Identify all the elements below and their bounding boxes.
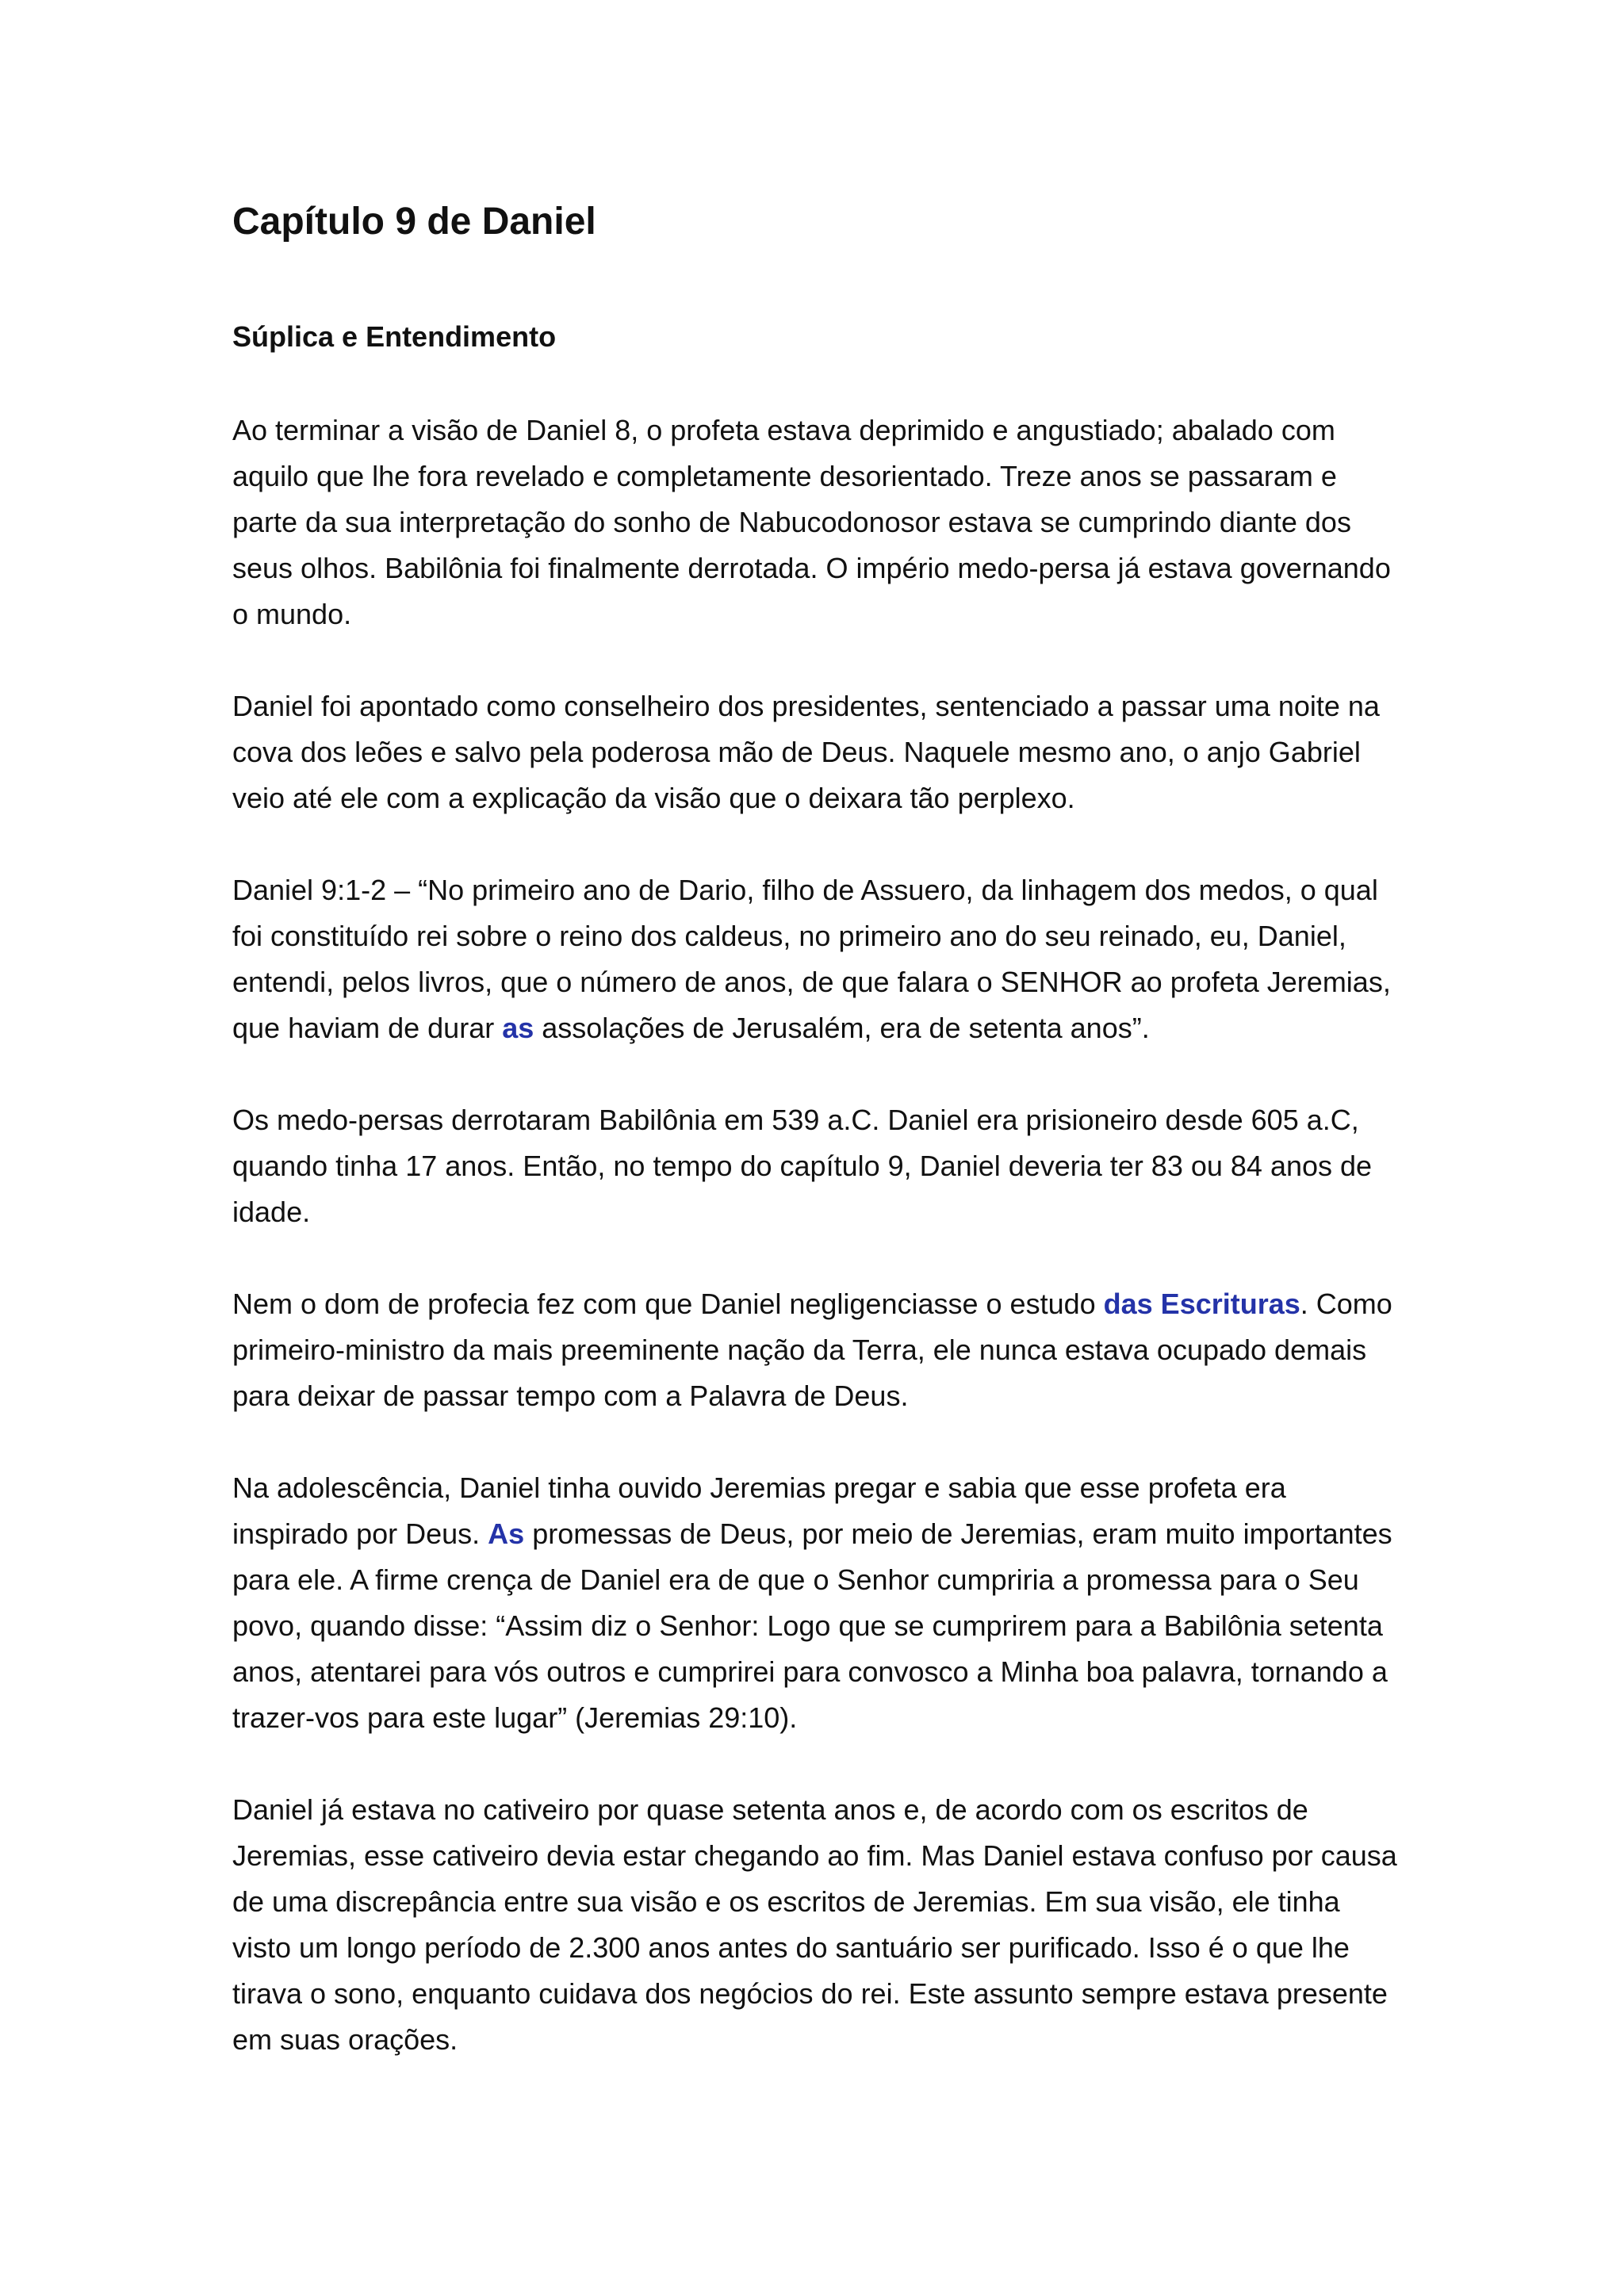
paragraph-2: Daniel foi apontado como conselheiro dos presidentes, sentenciado a passar uma noite na cova dos leões e salvo pela poderosa mão de Deus. Naquele mesmo ano, o anjo Gabriel veio até ele com a explicação da visão que o deixara tão perplexo. <box>232 690 1380 814</box>
document-page <box>232 190 1406 2063</box>
section-subtitle: Súplica e Entendimento <box>232 320 557 353</box>
paragraph-3 <box>232 867 1406 1051</box>
paragraph-1: Ao terminar a visão de Daniel 8, o profeta estava deprimido e angustiado; abalado com aquilo que lhe fora revelado e completamente desorientado. Treze anos se passaram e parte da sua interpretação do sonho de Nabucodonosor estava se cumprindo diante dos seus olhos. Babilônia foi finalmente derrotada. O império medo-persa já estava governando o mundo. <box>232 414 1391 630</box>
paragraph-3-text-a: Daniel 9:1-2 – “No primeiro ano de Dario, filho de Assuero, da linhagem dos medos, o qual foi constituído rei sobre o reino dos caldeus, no primeiro ano do seu reinado, eu, Daniel, entendi, pelos livros, que o número de anos, de que falara o SENHOR ao profeta Jeremias, que haviam de durar <box>232 874 1391 1044</box>
paragraph-7: Daniel já estava no cativeiro por quase setenta anos e, de acordo com os escritos de Jeremias, esse cativeiro devia estar chegando ao fim. Mas Daniel estava confuso por causa de uma discrepância entre sua visão e os escritos de Jeremias. Em sua visão, ele tinha visto um longo período de 2.300 anos antes do santuário ser purificado. Isso é o que lhe tirava o sono, enquanto cuidava dos negócios do rei. Este assunto sempre estava presente em suas orações. <box>232 1793 1397 2056</box>
link-das-escrituras[interactable]: das Escrituras <box>1103 1288 1300 1320</box>
paragraph-5-text-a: Nem o dom de profecia fez com que Daniel negligenciasse o estudo <box>232 1288 1104 1320</box>
paragraph-3-text-b: assolações de Jerusalém, era de setenta anos”. <box>534 1012 1150 1044</box>
paragraph-6-text-a: Na adolescência, Daniel tinha ouvido Jeremias pregar e sabia que esse profeta era inspirado por Deus. <box>232 1471 1286 1550</box>
paragraph-5 <box>232 1281 1406 1419</box>
paragraph-6 <box>232 1465 1406 1741</box>
paragraph-6-text-b: promessas de Deus, por meio de Jeremias, eram muito importantes para ele. A firme crença de Daniel era de que o Senhor cumpriria a promessa para o Seu povo, quando disse: “Assim diz o Senhor: Logo que se cumprirem para a Babilônia setenta anos, atentarei para vós outros e cumprirei para convosco a Minha boa palavra, tornando a trazer-vos para este lugar” (Jeremias 29:10). <box>232 1517 1392 1734</box>
link-as-capital[interactable]: As <box>488 1517 525 1550</box>
paragraph-4: Os medo-persas derrotaram Babilônia em 539 a.C. Daniel era prisioneiro desde 605 a.C, quando tinha 17 anos. Então, no tempo do capítulo 9, Daniel deveria ter 83 ou 84 anos de idade. <box>232 1104 1373 1228</box>
page-title: Capítulo 9 de Daniel <box>232 201 596 243</box>
paragraph-5-text-b: . Como primeiro-ministro da mais preeminente nação da Terra, ele nunca estava ocupado demais para deixar de passar tempo com a Palavra de Deus. <box>232 1288 1392 1412</box>
link-as[interactable]: as <box>502 1012 534 1044</box>
